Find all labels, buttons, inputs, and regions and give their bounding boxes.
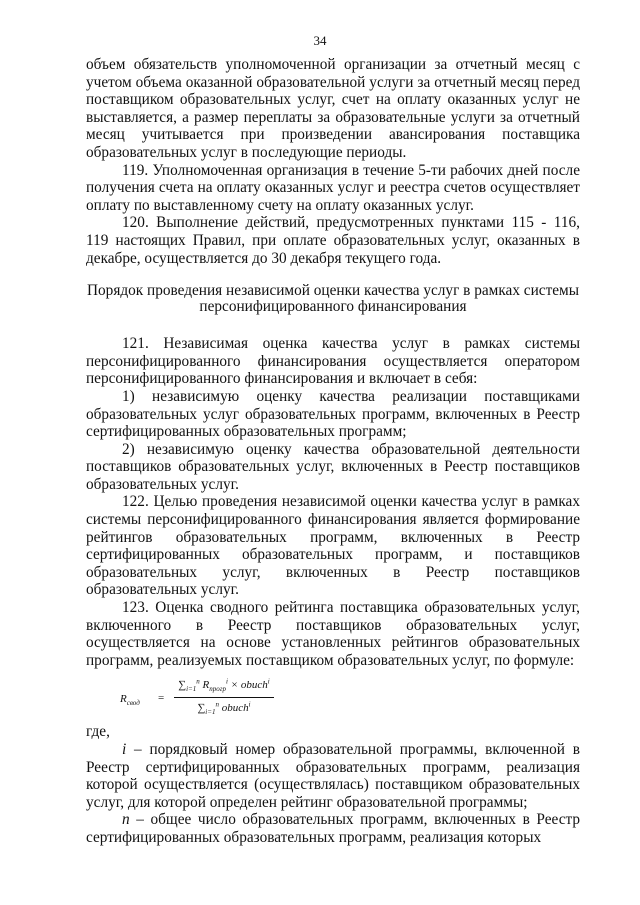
paragraph-continued: объем обязательств уполномоченной организации за отчетный месяц с учетом объема оказанной образовательной услуги за отчетный месяц перед поставщиком образовательных услуг, счет на оплату оказанных услуг не выставляется, а размер переплаты за образовательные услуги за отчетный месяц учитывается при произведении авансирования поставщика образовательных услуг в последующие периоды. [86, 56, 580, 161]
rating-formula [86, 677, 580, 719]
paragraph-123: 123. Оценка сводного рейтинга поставщика образовательных услуг, включенного в Реестр поставщиков образовательных услуг, осуществляется на основе установленных рейтингов образовательных программ, реализуемых поставщиком образовательных услуг, по формуле: [86, 599, 580, 669]
section-heading: Порядок проведения независимой оценки качества услуг в рамках системы персонифицированного финансирования [86, 282, 580, 316]
paragraph-119: 119. Уполномоченная организация в течение 5-ти рабочих дней после получения счета на оплату оказанных услуг и реестра счетов осуществляет оплату по выставленному счету на оплату оказанных услуг. [86, 161, 580, 214]
list-item-2: 2) независимую оценку качества образовательной деятельности поставщиков образовательных услуг, включенных в Реестр поставщиков образовательных услуг. [86, 440, 580, 493]
formula-lhs: $R_{свод}$ [120, 693, 140, 708]
definition-symbol: n [122, 811, 130, 829]
list-item-1: 1) независимую оценку качества реализации поставщиками образовательных услуг образовательных программ, включенных в Реестр сертифицированных образовательных программ; [86, 387, 580, 441]
formula-fraction [174, 677, 274, 717]
where-label: где, [86, 723, 110, 741]
definition-text: – порядковый номер образовательной программы, включенной в Реестр сертифицированных образовательных программ, реализация которой осуществляется (осуществлялась) поставщиком образовательных услуг, для которой определен рейтинг образовательной программы; [86, 741, 580, 811]
formula-numerator: $\sum_{i=1}^n$ $R_{прогр}^i$ × obuch$^i$ [174, 677, 274, 698]
paragraph-120: 120. Выполнение действий, предусмотренных пунктами 115 - 116, 119 настоящих Правил, при оплате образовательных услуг, оказанных в декабре, осуществляется до 30 декабря текущего года. [86, 214, 580, 267]
formula-equals: = [158, 692, 165, 705]
definition-text: – общее число образовательных программ, включенных в Реестр сертифицированных образовательных программ, реализация которых [86, 811, 580, 846]
paragraph-122: 122. Целью проведения независимой оценки качества услуг в рамках системы персонифицированного финансирования является формирование рейтингов образовательных программ, включенных в Реестр сертифицированных образовательных программ, и поставщиков образовательных услуг, включенных в Реестр поставщиков образовательных услуг. [86, 493, 580, 599]
definition-i [86, 741, 580, 811]
definition-symbol: i [122, 741, 127, 758]
document-body [86, 56, 580, 847]
definition-n [86, 811, 580, 846]
page-number: 34 [313, 33, 327, 48]
paragraph-121: 121. Независимая оценка качества услуг в рамках системы персонифицированного финансирования осуществляется оператором персонифицированного финансирования и включает в себя: [86, 335, 580, 388]
formula-denominator: $\sum_{i=1}^n$ obuch$^i$ [197, 700, 251, 717]
